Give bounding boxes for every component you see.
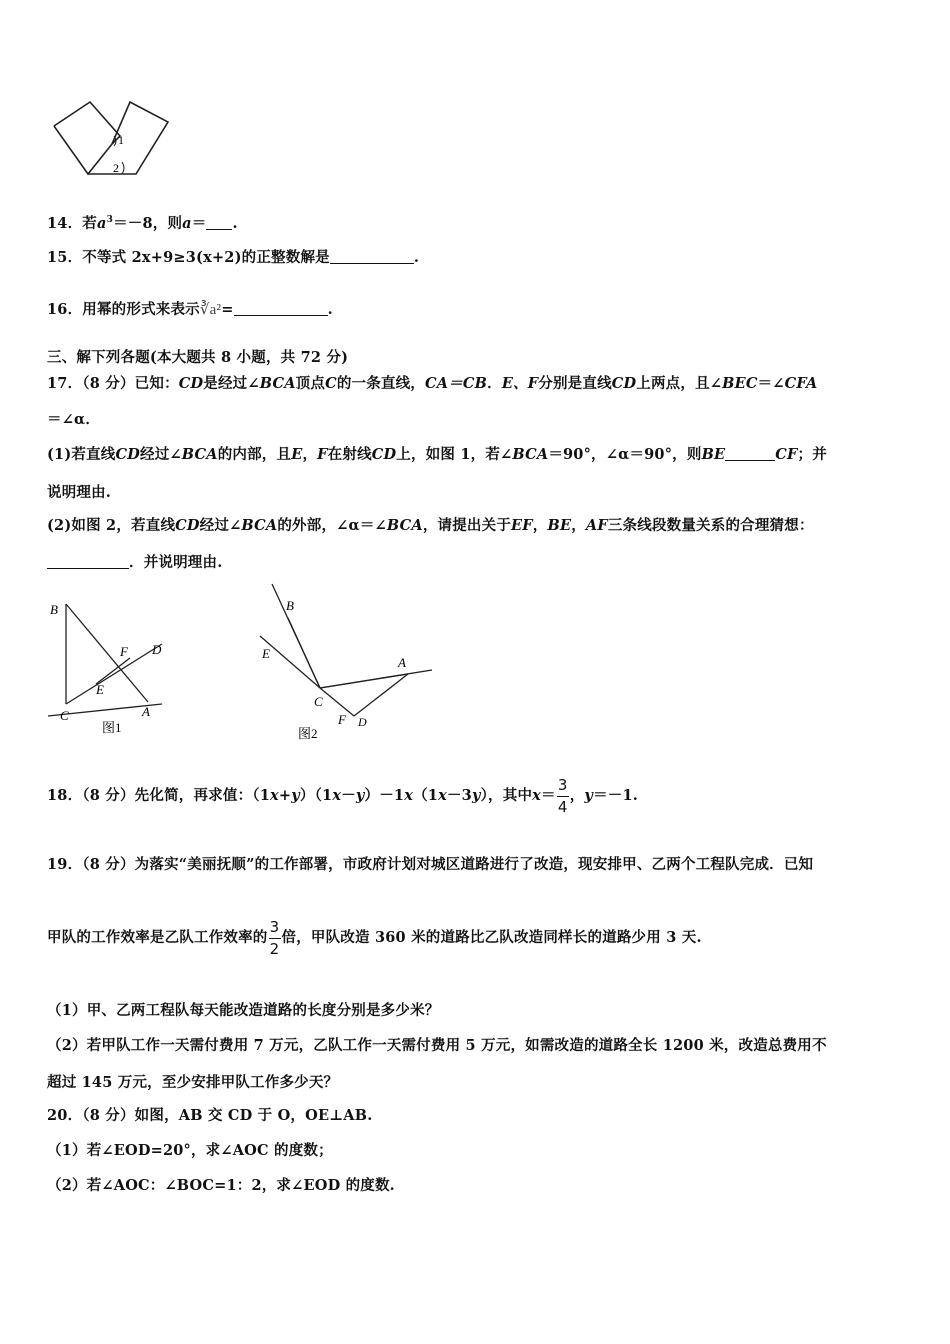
cube-root-expression: ∛a² bbox=[199, 302, 222, 318]
fraction-3-2: $\frac{3}{2}$ bbox=[269, 918, 280, 958]
label-F: F bbox=[120, 644, 128, 659]
figure-1 bbox=[44, 592, 174, 742]
section-heading: 三、解下列各题(本大题共 8 小题，共 72 分) bbox=[47, 349, 349, 366]
label-D: D bbox=[358, 715, 367, 729]
label-B: B bbox=[286, 598, 294, 613]
question-17-part-2-line-2: ．并说明理由. bbox=[47, 551, 222, 572]
angle-1-label: 1 bbox=[118, 133, 124, 147]
answer-blank[interactable] bbox=[47, 554, 129, 569]
question-19-line-2: 甲队的工作效率是乙队工作效率的 $\frac{3}{2}$ 倍，甲队改造 360 米的道路比乙队改造同样长的道路少用 3 天. bbox=[47, 918, 702, 958]
label-B: B bbox=[50, 602, 58, 617]
left-square bbox=[54, 102, 120, 174]
question-17-line-2: ＝∠α． bbox=[47, 411, 101, 428]
question-14: 14．若$a^3=-8$，则a＝ . bbox=[47, 215, 238, 232]
label-A: A bbox=[142, 704, 150, 719]
label-D: D bbox=[152, 642, 162, 657]
question-18: 18．（8 分）先化简，再求值：（1x+y）（1x－y）－1x（1x－3y），其中x＝ $\frac{3}{4}$ ，y＝－1. bbox=[47, 776, 638, 816]
question-17-part-1-line-2: 说明理由. bbox=[47, 484, 112, 501]
top-figure bbox=[48, 96, 178, 180]
label-E: E bbox=[262, 646, 270, 661]
figure-1-caption: 图1 bbox=[102, 720, 122, 735]
answer-blank[interactable] bbox=[725, 446, 775, 461]
label-C: C bbox=[314, 694, 323, 709]
question-17-part-2: (2)如图 2，若直线CD经过∠BCA的外部，∠α＝∠BCA，请提出关于EF，BE，AF三条线段数量关系的合理猜想： bbox=[47, 517, 814, 534]
question-16: 16．用幂的形式来表示∛a²= . bbox=[47, 301, 333, 318]
question-20: 20．（8 分）如图，AB 交 CD 于 O，OE⊥AB. bbox=[47, 1107, 373, 1124]
figure-2 bbox=[252, 578, 442, 740]
answer-blank[interactable] bbox=[234, 301, 328, 316]
question-15: 15．不等式 2x+9≥3(x+2)的正整数解是 . bbox=[47, 249, 420, 266]
question-19-part-2-line-2: 超过 145 万元，至少安排甲队工作多少天？ bbox=[47, 1074, 339, 1091]
label-A: A bbox=[398, 655, 406, 670]
question-19-line-1: 19．（8 分）为落实“美丽抚顺”的工作部署，市政府计划对城区道路进行了改造，现安排甲、乙两个工程队完成．已知 bbox=[47, 856, 814, 873]
label-E: E bbox=[96, 682, 104, 697]
answer-blank[interactable] bbox=[330, 249, 414, 264]
label-C: C bbox=[60, 708, 69, 723]
question-20-part-2: （2）若∠AOC：∠BOC=1：2，求∠EOD 的度数. bbox=[47, 1177, 395, 1194]
fraction-3-4: $\frac{3}{4}$ bbox=[557, 776, 568, 816]
question-17-line-1: 17．（8 分）已知：CD是经过∠BCA顶点C的一条直线，CA＝CB．E、F分别是直线CD上两点，且∠BEC＝∠CFA bbox=[47, 375, 818, 392]
figure-2-caption: 图2 bbox=[298, 726, 318, 740]
angle-2-label: 2 bbox=[113, 161, 119, 175]
question-19-part-2: （2）若甲队工作一天需付费用 7 万元，乙队工作一天需付费用 5 万元，如需改造的道路全长 1200 米，改造总费用不 bbox=[47, 1037, 827, 1054]
question-19-part-1: （1）甲、乙两工程队每天能改造道路的长度分别是多少米？ bbox=[47, 1002, 440, 1019]
question-20-part-1: （1）若∠EOD=20°，求∠AOC 的度数； bbox=[47, 1142, 333, 1159]
question-17-part-1: (1)若直线CD经过∠BCA的内部，且E，F在射线CD上，如图 1，若∠BCA＝90°，∠α＝90°，则BE CF；并 bbox=[47, 446, 827, 463]
answer-blank[interactable] bbox=[206, 215, 232, 230]
label-F: F bbox=[338, 712, 346, 727]
